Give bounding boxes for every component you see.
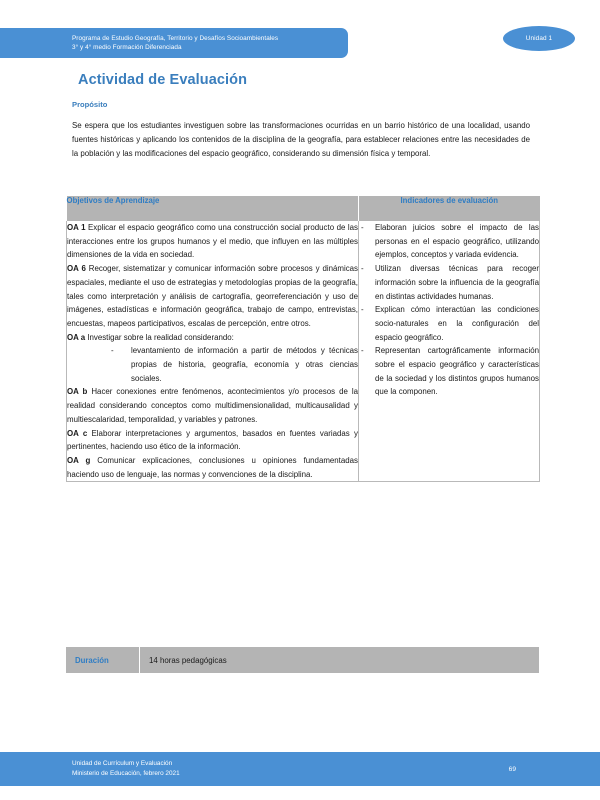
duracion-label: Duración (66, 647, 140, 673)
unit-badge-label: Unidad 1 (525, 35, 553, 42)
objectives-indicators-table (66, 196, 539, 482)
objetivo-text: Investigar sobre la realidad considerando: (85, 332, 234, 342)
header-program-line-1: Programa de Estudio Geografía, Territorio y Desafíos Socioambientales (72, 34, 279, 42)
table-header-objetivos: Objetivos de Aprendizaje (67, 196, 359, 221)
indicadores-cell (359, 221, 540, 482)
section-heading-proposito: Propósito (72, 100, 108, 109)
objetivo-code: OA a (67, 332, 86, 342)
objetivo-text: Recoger, sistematizar y comunicar información sobre procesos y dinámicas espaciales, mediante el uso de estrategias y metodologías propias de la geografía, tales como interpretación y análisis de cartografía, georreferenciación y uso de imágenes, estadísticas e información geográfica, trabajo de campo, entrevistas, encuestas, mapeos participativos, escalas de percepción, entre otros. (67, 264, 358, 328)
objetivo-item (67, 427, 358, 454)
table-row (67, 221, 540, 482)
duracion-row (66, 647, 539, 673)
duracion-value: 14 horas pedagógicas (140, 647, 539, 673)
objetivo-item (67, 262, 358, 331)
objetivo-code: OA g (67, 455, 91, 465)
list-item: - Utilizan diversas técnicas para recoger información sobre la influencia de la geografía en distintas actividades humanas. (359, 262, 539, 303)
objetivo-code: OA c (67, 428, 88, 438)
objetivo-text: Explicar el espacio geográfico como una construcción social producto de las interacciones entre los grupos humanos y el medio, que influyen en las múltiples dimensiones de la vida en sociedad. (67, 223, 359, 260)
list-item: - Elaboran juicios sobre el impacto de las personas en el espacio geográfico, utilizando ejemplos, conceptos y variada evidencia. (359, 221, 539, 262)
list-item: - Representan cartográficamente información sobre el espacio geográfico y características de la sociedad y los distintos grupos humanos que la componen. (359, 344, 539, 399)
objetivo-item (67, 221, 358, 262)
table-header-row (67, 196, 540, 221)
objetivo-item (67, 454, 358, 481)
page-number: 69 (508, 765, 516, 773)
objetivo-sub-list (67, 344, 358, 385)
objetivo-text: Elaborar interpretaciones y argumentos, basados en fuentes variadas y pertinentes, haciendo uso ético de la información. (67, 428, 358, 452)
header-program-line-2: 3° y 4° medio Formación Diferenciada (72, 44, 182, 51)
page-title: Actividad de Evaluación (78, 72, 248, 88)
footer-line-1: Unidad de Currículum y Evaluación (72, 760, 173, 768)
footer-band (0, 752, 600, 786)
objetivo-code: OA b (67, 387, 88, 397)
objetivo-text: Hacer conexiones entre fenómenos, acontecimientos y/o procesos de la realidad considerando conceptos como multidimensionalidad, multicausalidad y multiescalaridad, temporalidad, y variables y patrones. (67, 387, 358, 424)
header-program-band (0, 28, 348, 58)
footer-line-2: Ministerio de Educación, febrero 2021 (72, 770, 180, 777)
unit-badge (503, 26, 575, 51)
indicadores-list (359, 221, 539, 399)
table-header-indicadores: Indicadores de evaluación (359, 196, 540, 221)
objetivos-cell (67, 221, 359, 482)
list-item: - levantamiento de información a partir de métodos y técnicas propias de historia, geografía, economía y otras ciencias sociales. (67, 344, 358, 385)
objetivo-item (67, 385, 358, 426)
objetivo-item (67, 331, 358, 345)
objetivo-code: OA 1 (67, 223, 86, 232)
footer-text (72, 759, 180, 778)
intro-paragraph: Se espera que los estudiantes investiguen sobre las transformaciones ocurridas en un barrio histórico de una localidad, usando fuentes históricas y aplicando los contenidos de la disciplina de la geografía, para establecer relaciones entre las necesidades de la población y las modificaciones del espacio geográfico, considerando su dimensión física y temporal. (72, 121, 530, 159)
objetivo-code: OA 6 (67, 264, 86, 274)
list-item: - Explican cómo interactúan las condiciones socio-naturales en la configuración del espacio geográfico. (359, 303, 539, 344)
objetivo-text: Comunicar explicaciones, conclusiones u opiniones fundamentadas haciendo uso de lenguaje, las normas y convenciones de la disciplina. (67, 455, 358, 479)
